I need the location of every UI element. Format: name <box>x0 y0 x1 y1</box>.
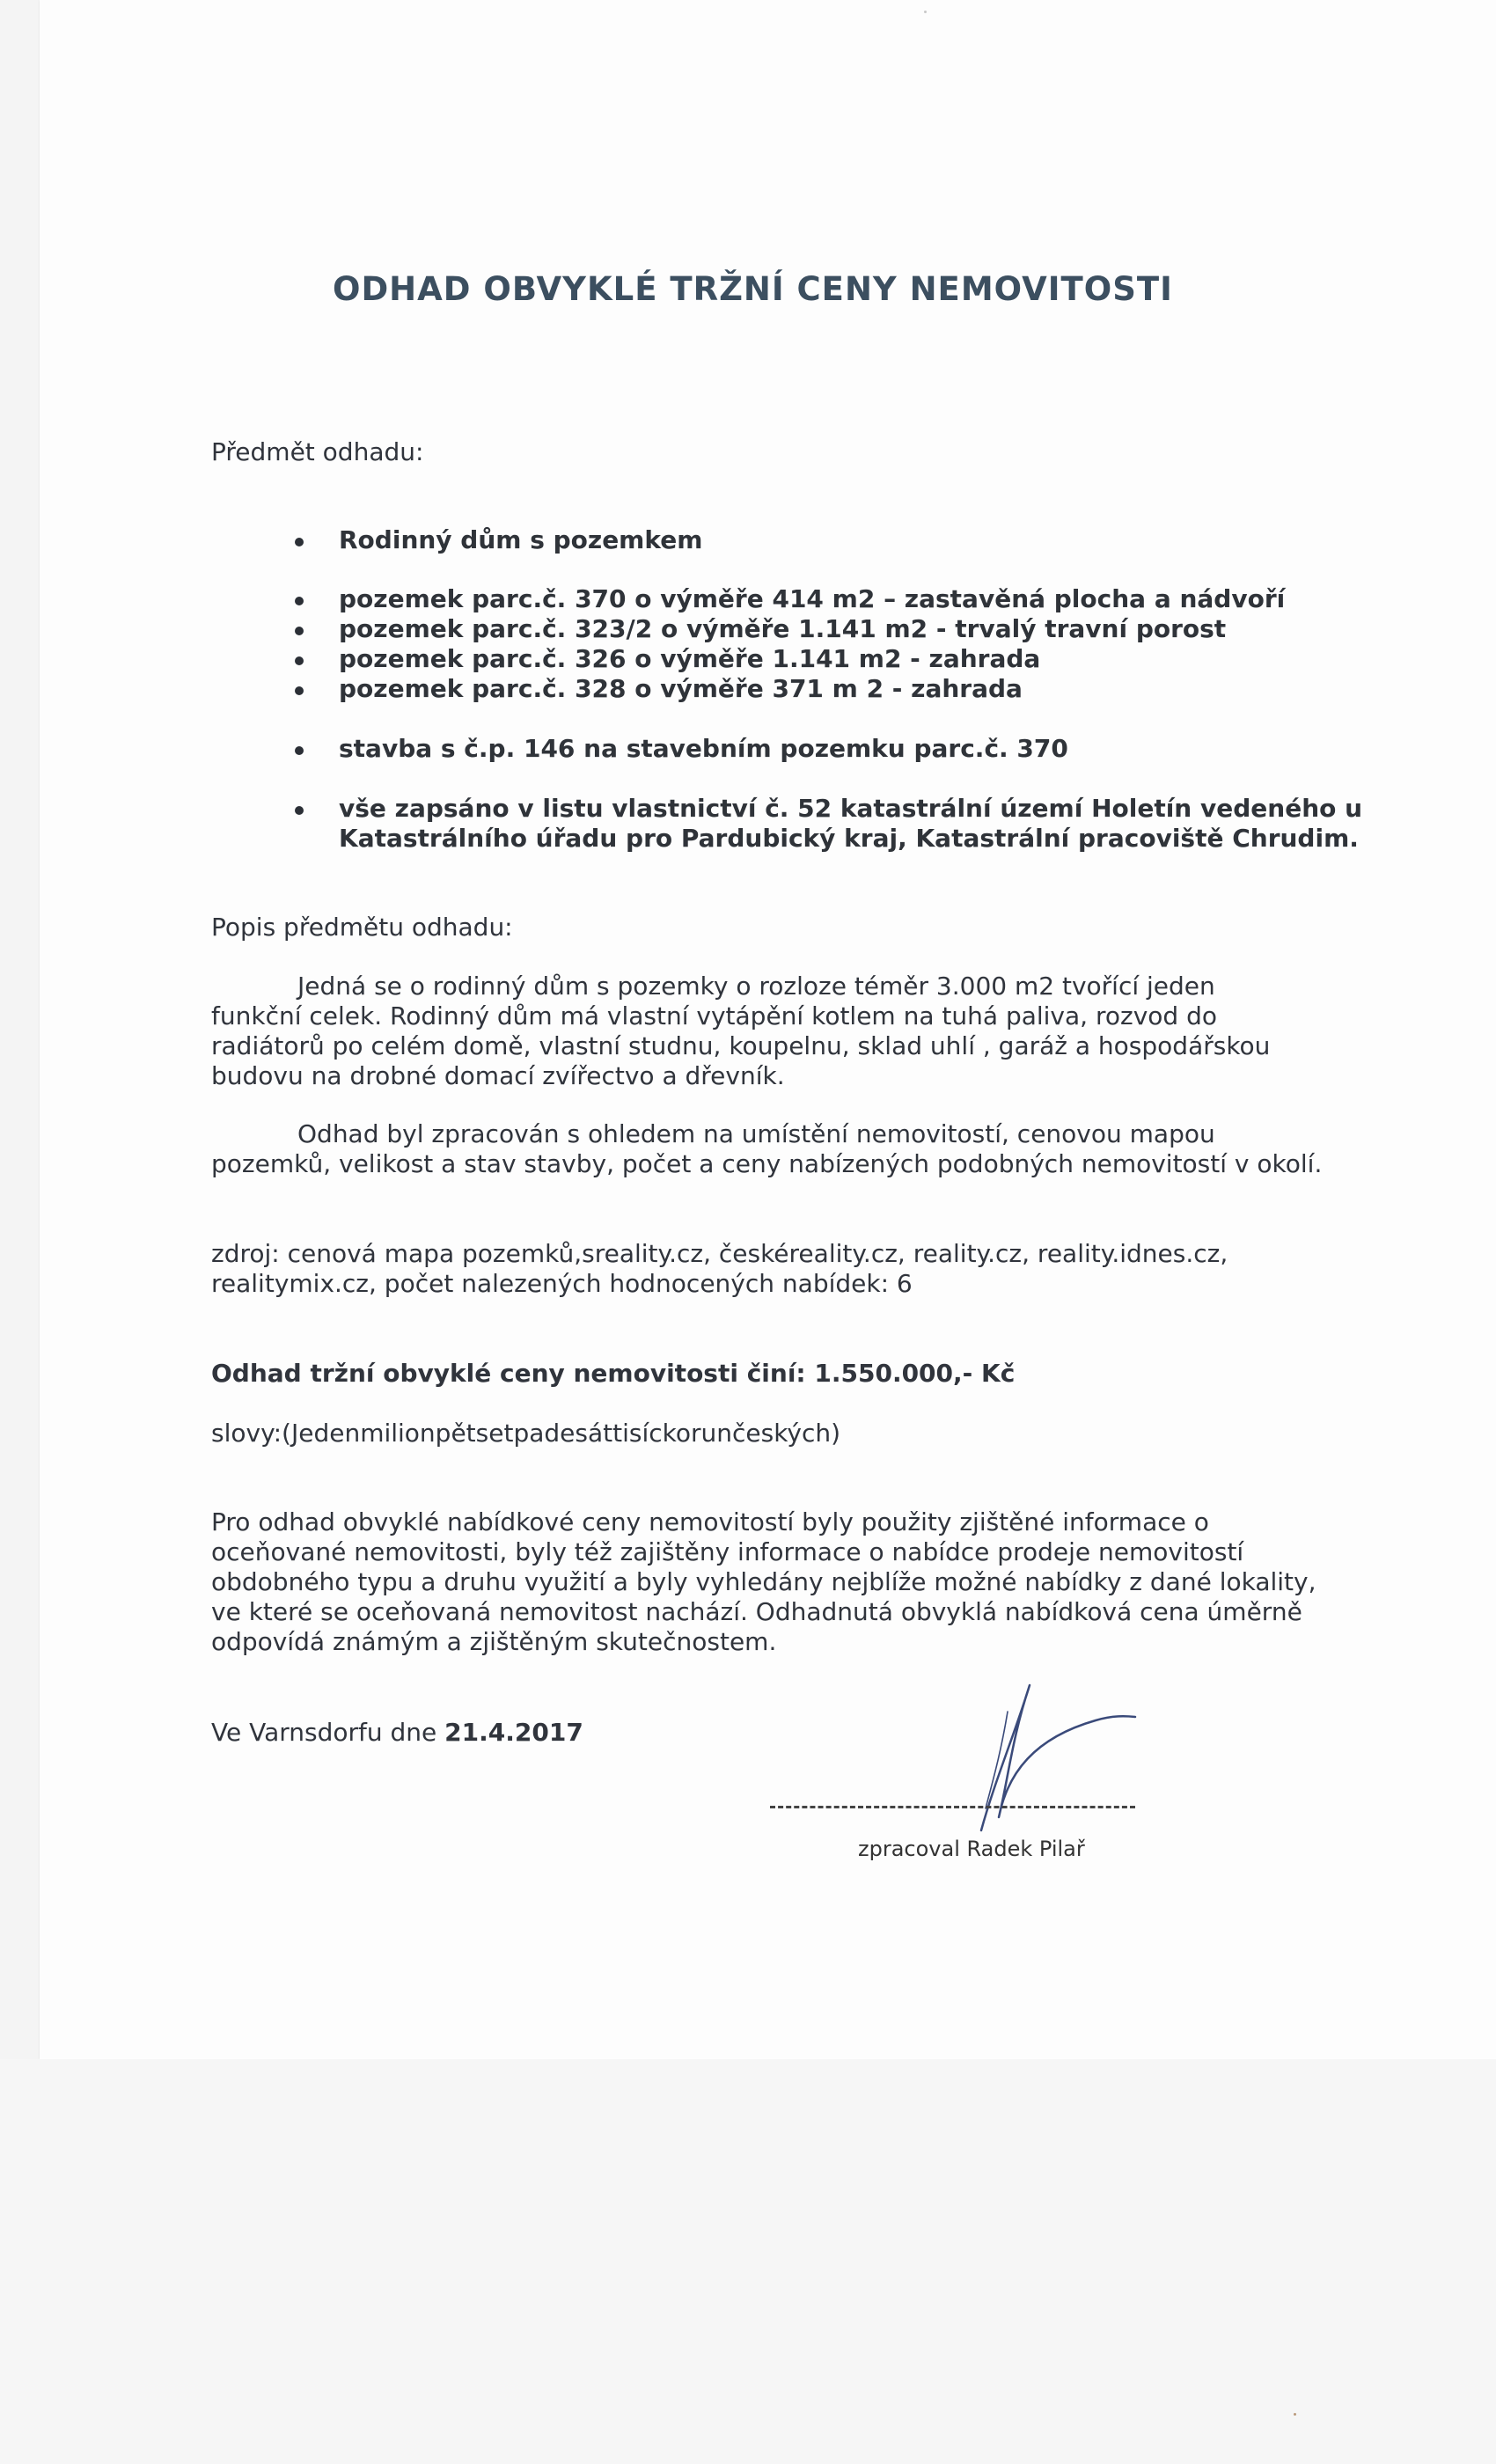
bullet-icon <box>295 538 304 546</box>
date: 21.4.2017 <box>444 1718 583 1747</box>
place-date <box>211 1718 583 1747</box>
method-paragraph: Pro odhad obvyklé nabídkové ceny nemovitostí byly použity zjištěné informace o oceňované nemovitosti, byly též zajištěny informace o nabídce prodeje nemovitostí obdobného typu a druhu využití a byly vyhledány nejblíže možné nabídky z dané lokality, ve které se oceňovaná nemovitost nachází. Odhadnutá obvyklá nabídková cena úměrně odpovídá známým a zjištěným skutečnostem. <box>211 1507 1316 1656</box>
bullet-icon <box>295 806 304 815</box>
bullet-icon <box>295 597 304 605</box>
bullet-icon <box>295 627 304 635</box>
signature-line <box>770 1806 1135 1808</box>
description-label: Popis předmětu odhadu: <box>211 913 513 942</box>
list-item-text: pozemek parc.č. 326 o výměře 1.141 m2 - zahrada <box>339 644 1041 673</box>
scan-background <box>0 2059 1496 2464</box>
method-summary-paragraph: Odhad byl zpracován s ohledem na umístění nemovitostí, cenovou mapou pozemků, velikost a stav stavby, počet a ceny nabízených podobných nemovitostí v okolí. <box>211 1119 1323 1178</box>
list-item-text: Katastrálního úřadu pro Pardubický kraj, Katastrální pracoviště Chrudim. <box>339 824 1359 853</box>
description-paragraph: Jedná se o rodinný dům s pozemky o rozloze téměr 3.000 m2 tvořící jeden funkční celek. Rodinný dům má vlastní vytápění kotlem na tuhá paliva, rozvod do radiátorů po celém domě, vlastní studnu, koupelnu, sklad uhlí , garáž a hospodářskou budovu na drobné domací zvířectvo a dřevník. <box>211 972 1271 1090</box>
list-item-text: vše zapsáno v listu vlastnictví č. 52 katastrální území Holetín vedeného u <box>339 794 1363 823</box>
signer-name: zpracoval Radek Pilař <box>858 1837 1085 1861</box>
list-item-text: Rodinný dům s pozemkem <box>339 525 703 554</box>
scan-speck <box>1294 2413 1296 2416</box>
list-item-text: pozemek parc.č. 370 o výměře 414 m2 – zastavěná plocha a nádvoří <box>339 584 1286 613</box>
bullet-icon <box>295 746 304 755</box>
bullet-icon <box>295 656 304 665</box>
document-title: ODHAD OBVYKLÉ TRŽNÍ CENY NEMOVITOSTI <box>333 270 1173 308</box>
source-paragraph: zdroj: cenová mapa pozemků,sreality.cz, českéreality.cz, reality.cz, reality.idnes.cz, realitymix.cz, počet nalezených hodnocených nabídek: 6 <box>211 1239 1228 1298</box>
bullet-icon <box>295 686 304 695</box>
document-page <box>40 0 1496 2059</box>
scan-speck <box>924 11 927 13</box>
estimate-in-words: slovy:(Jedenmilionpětsetpadesáttisíckorunčeských) <box>211 1419 841 1448</box>
list-item-text: pozemek parc.č. 323/2 o výměře 1.141 m2 - trvalý travní porost <box>339 614 1227 643</box>
list-item-text: pozemek parc.č. 328 o výměře 371 m 2 - zahrada <box>339 674 1023 703</box>
subject-label: Předmět odhadu: <box>211 437 424 466</box>
signature-icon <box>946 1676 1148 1844</box>
place-prefix: Ve Varnsdorfu dne <box>211 1718 445 1747</box>
list-item-text: stavba s č.p. 146 na stavebním pozemku parc.č. 370 <box>339 734 1068 763</box>
estimate-price: Odhad tržní obvyklé ceny nemovitosti činí: 1.550.000,- Kč <box>211 1359 1016 1388</box>
